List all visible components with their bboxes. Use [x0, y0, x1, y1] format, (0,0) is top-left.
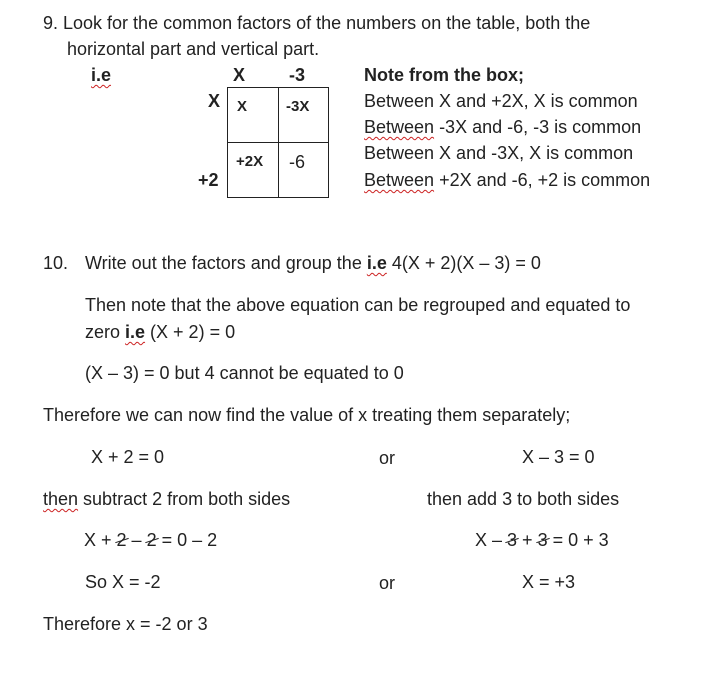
cancelled-term: 3 [507, 530, 518, 550]
table-top-minus3: -3 [289, 65, 306, 85]
note-title: Note from the box; [364, 65, 524, 85]
or-label: or [379, 573, 396, 593]
cancelled-term: 2 [146, 530, 157, 550]
step10-ie: i.e [366, 253, 387, 273]
step9-line2: horizontal part and vertical part. [67, 39, 320, 59]
table-left-x: X [208, 91, 221, 111]
step10-text: Write out the factors and group the [85, 253, 367, 273]
table-cell-value: -3X [286, 98, 310, 115]
table-cell-r2c1 [227, 142, 279, 198]
step9-line1: 9. Look for the common factors of the numbers on the table, both the [43, 13, 591, 33]
equation-right: X – 3 = 0 [522, 447, 595, 467]
result-left: So X = -2 [85, 572, 161, 592]
step10-equation: 4(X + 2)(X – 3) = 0 [386, 253, 541, 273]
step10-line3 [85, 323, 235, 341]
working-text: – [126, 530, 147, 550]
working-text: X + [84, 530, 117, 550]
equation-left: X + 2 = 0 [91, 447, 165, 467]
note-line-1: Between X and +2X, X is common [364, 91, 638, 111]
working-left [84, 531, 217, 549]
then-word: then [43, 489, 79, 509]
table-top-x: X [233, 65, 246, 85]
step10-line4: (X – 3) = 0 but 4 cannot be equated to 0 [85, 363, 404, 383]
then-left [43, 490, 290, 508]
or-label: or [379, 448, 396, 468]
result-right: X = +3 [522, 572, 576, 592]
step10-text: zero [85, 322, 126, 342]
working-text: = 0 + 3 [547, 530, 609, 550]
table-cell-r2c2 [278, 142, 329, 198]
table-cell-r1c2 [278, 87, 329, 143]
note-text: +2X and -6, +2 is common [434, 170, 651, 190]
note-text: -3X and -6, -3 is common [434, 117, 642, 137]
note-line-4 [364, 171, 650, 189]
step9-ie: i.e [91, 65, 112, 85]
working-text: X – [475, 530, 508, 550]
table-left-plus2: +2 [198, 170, 219, 190]
cancelled-term: 3 [537, 530, 548, 550]
table-cell-r1c1 [227, 87, 279, 143]
step10-line1 [85, 254, 541, 272]
table-cell-value: -6 [289, 152, 306, 172]
step10-ie: i.e [125, 322, 146, 342]
working-text: = 0 – 2 [156, 530, 218, 550]
note-word: Between [364, 117, 435, 137]
table-cell-value: X [237, 98, 248, 115]
cancelled-term: 2 [116, 530, 127, 550]
then-right: then add 3 to both sides [427, 489, 620, 509]
step10-equation: (X + 2) = 0 [145, 322, 236, 342]
final-answer: Therefore x = -2 or 3 [43, 614, 208, 634]
note-line-3: Between X and -3X, X is common [364, 143, 634, 163]
note-line-2 [364, 118, 641, 136]
working-right [475, 531, 609, 549]
working-text: + [517, 530, 538, 550]
step10-number: 10. [43, 253, 69, 273]
table-cell-value: +2X [236, 153, 264, 170]
step10-line2: Then note that the above equation can be regrouped and equated to [85, 295, 631, 315]
note-word: Between [364, 170, 435, 190]
then-text: subtract 2 from both sides [78, 489, 291, 509]
therefore-line: Therefore we can now find the value of x treating them separately; [43, 405, 571, 425]
